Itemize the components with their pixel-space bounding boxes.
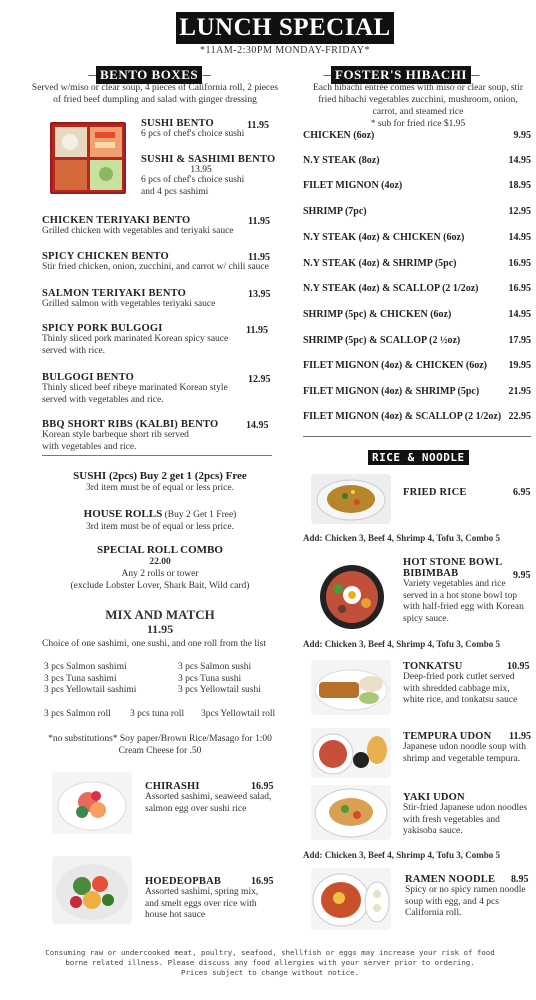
house-rolls-sub: (Buy 2 Get 1 Free) [164,510,237,520]
hibachi-item-name: FILET MIGNON (4oz) & SCALLOP (2 1/2oz) [303,411,502,422]
bento-item-desc: Korean style barbeque short rib served with vegetables and rice. [42,430,189,452]
footer-line: Consuming raw or undercooked meat, poultry, seafood, shellfish or eggs may increase your risk of food [45,948,495,957]
menu-title: LUNCH SPECIAL [176,12,394,44]
bento-item-price: 13.95 [248,289,271,300]
hibachi-divider [303,436,531,437]
tempura-udon-item [403,731,531,765]
mix-note2: Cream Cheese for .50 [118,746,202,756]
chirashi-photo [52,772,132,834]
hibachi-heading: --- FOSTER'S HIBACHI --- [323,67,479,82]
bento-item-price: 14.95 [246,420,269,431]
hibachi-item-4 [303,232,531,246]
hibachi-item-name: FILET MIGNON (4oz) [303,180,403,191]
bento-intro: Served w/miso or clear soup, 4 pieces of California roll, 2 pieces of fried beef dumpling and salad with ginger dressing [31,83,279,105]
hibachi-item-price: 16.95 [508,283,531,294]
bibimbab-name1: HOT STONE BOWL [403,557,503,568]
footer-disclaimer [40,948,500,978]
fried-rice-item [403,487,531,498]
sushi-bento-item [141,118,273,141]
house-rolls-title: HOUSE ROLLS [83,508,163,520]
mix-match-notes [40,733,280,757]
hibachi-item-name: SHRIMP (5pc) & CHICKEN (6oz) [303,309,452,320]
house-rolls [40,508,280,533]
hibachi-item-name: N.Y STEAK (4oz) & SHRIMP (5pc) [303,258,457,269]
bibimbab-item [403,557,531,625]
mix-option: 3 pcs Tuna sushi [178,673,242,684]
add-on-line: Add: Chicken 3, Beef 4, Shrimp 4, Tofu 3, Combo 5 [303,533,501,543]
hibachi-heading-label: FOSTER'S HIBACHI [331,66,471,84]
mix-match-right-list [178,662,288,697]
bento-item-5 [42,419,269,453]
tempura-udon-photo [311,728,391,778]
yaki-udon-desc: Stir-fried Japanese udon noodles with fresh vegetables and yakisoba sauce. [403,803,528,836]
hoedeopbab-desc: Assorted sashimi, spring mix, and smelt eggs over rice with house hot sauce [145,887,259,920]
bento-item-name: CHICKEN TERIYAKI BENTO [42,215,191,226]
hours-line: *11AM-2:30PM MONDAY-FRIDAY* [200,45,370,56]
tempura-udon-name: TEMPURA UDON [403,731,492,742]
hibachi-item-9 [303,360,531,374]
bento-item-price: 11.95 [246,325,268,336]
tonkatsu-name: TONKATSU [403,661,463,672]
bibimbab-desc: Variety vegetables and rice served in a hot stone bowl top with half-fried egg with Korean spicy sauce. [403,579,524,624]
hibachi-item-price: 14.95 [508,232,531,243]
bento-heading-label: BENTO BOXES [96,66,202,84]
mix-roll-option: 3 pcs tuna roll [130,709,185,719]
hibachi-item-price: 21.95 [508,386,531,397]
house-rolls-note: 3rd item must be of equal or less price. [85,522,234,532]
hibachi-item-7 [303,309,531,323]
yaki-udon-item [403,792,531,838]
bento-item-desc: Stir fried chicken, onion, zucchini, and carrot w/ chili sauce [42,262,269,272]
bento-item-name: SALMON TERIYAKI BENTO [42,288,187,299]
hibachi-item-5 [303,258,531,272]
hibachi-item-price: 19.95 [508,360,531,371]
mix-roll-option: 3 pcs Salmon roll [44,709,111,719]
sushi-deal [40,470,280,494]
hibachi-item-name: FILET MIGNON (4oz) & SHRIMP (5pc) [303,386,480,397]
hibachi-item-0 [303,130,531,144]
hibachi-item-price: 16.95 [508,258,531,269]
special-combo-line1: Any 2 rolls or tower [121,569,199,579]
hibachi-item-price: 18.95 [508,180,531,191]
hoedeopbab-name: HOEDEOPBAB [145,876,222,887]
hibachi-item-price: 12.95 [508,206,531,217]
hibachi-item-price: 17.95 [508,335,531,346]
mix-match-price: 11.95 [146,622,174,636]
bibimbab-photo [318,561,386,633]
bento-item-price: 11.95 [248,252,270,263]
hibachi-item-name: N.Y STEAK (4oz) & SCALLOP (2 1/2oz) [303,283,479,294]
bento-item-name: SPICY PORK BULGOGI [42,323,163,334]
bibimbab-name2: BIBIMBAB [403,568,459,579]
hibachi-item-name: SHRIMP (5pc) & SCALLOP (2 ½oz) [303,335,461,346]
mix-match-header [40,607,280,636]
bento-heading: --- BENTO BOXES --- [88,67,211,82]
mix-match-desc: Choice of one sashimi, one sushi, and one roll from the list [42,639,267,649]
sushi-bento-desc: 6 pcs of chef's choice sushi [141,129,245,139]
ramen-name: RAMEN NOODLE [405,874,496,885]
bento-item-price: 11.95 [248,216,270,227]
sushi-bento-price: 11.95 [247,120,269,131]
hibachi-item-price: 14.95 [508,155,531,166]
special-combo-price: 22.00 [149,557,171,567]
tonkatsu-item [403,661,531,707]
mix-option: 3 pcs Tuna sashimi [44,673,117,684]
bento-item-1 [42,251,272,274]
footer-line: borne related illness. Please discuss any food allergies with your server prior to ordering. [65,958,475,967]
bento-item-desc: Grilled chicken with vegetables and teriyaki sauce [42,226,234,236]
sashimi-bento-name: SUSHI & SASHIMI BENTO [141,154,276,165]
chirashi-name: CHIRASHI [145,781,200,792]
add-on-line: Add: Chicken 3, Beef 4, Shrimp 4, Tofu 3, Combo 5 [303,639,501,649]
bento-item-desc: Thinly sliced pork marinated Korean spicy sauce served with rice. [42,334,229,356]
hibachi-item-price: 9.95 [513,130,531,141]
hibachi-item-10 [303,386,531,400]
chirashi-desc: Assorted sashimi, seaweed salad, salmon egg over sushi rice [145,792,272,814]
bibimbab-price: 9.95 [513,570,531,581]
footer-line: Prices subject to change without notice. [181,968,359,977]
chirashi-item [145,781,273,815]
mix-option: 3 pcs Salmon sashimi [44,662,127,672]
fried-rice-name: FRIED RICE [403,487,467,498]
mix-match-title: MIX AND MATCH [105,607,215,622]
hibachi-item-name: SHRIMP (7pc) [303,206,367,217]
mix-match-left-list [44,662,174,697]
hibachi-item-8 [303,335,531,349]
yaki-udon-photo [311,785,391,840]
ramen-item [405,874,531,920]
tonkatsu-price: 10.95 [507,661,530,672]
bento-item-price: 12.95 [248,374,271,385]
rice-noodle-heading-label: RICE & NOODLE [368,450,469,465]
bento-item-name: SPICY CHICKEN BENTO [42,251,169,262]
mix-roll-option: 3pcs Yellowtail roll [201,709,276,719]
bento-item-0 [42,215,272,238]
bento-item-name: BULGOGI BENTO [42,372,134,383]
hibachi-intro: Each hibachi entrée comes with miso or clear soup, stir fried hibachi vegetables zucchini, mushroom, onion, carrot, and steamed rice [313,83,523,117]
bento-item-desc: Thinly sliced beef ribeye marinated Korean style served with vegetables and rice. [42,383,228,405]
sashimi-bento-price: 13.95 [190,165,212,175]
tonkatsu-desc: Deep-fried pork cutlet served with shredded cabbage mix, white rice, and tonkatsu sauce [403,672,518,705]
add-on-line: Add: Chicken 3, Beef 4, Shrimp 4, Tofu 3, Combo 5 [303,850,501,860]
bento-box-photo [50,122,126,194]
hibachi-item-6 [303,283,531,297]
mix-option: 3 pcs Salmon sushi [178,662,252,672]
mix-option: 3 pcs Yellowtail sushi [178,685,261,695]
bento-item-4 [42,372,271,406]
hoedeopbab-price: 16.95 [251,876,274,887]
hoedeopbab-photo [52,856,132,924]
special-combo-title: SPECIAL ROLL COMBO [97,544,223,556]
bento-divider [42,455,272,456]
sashimi-bento-desc: 6 pcs of chef's choice sushi and 4 pcs sashimi [141,175,245,197]
sushi-bento-name: SUSHI BENTO [141,118,214,129]
mix-note1: *no substitutions* Soy paper/Brown Rice/Masago for 1:00 [48,734,272,744]
hibachi-item-name: FILET MIGNON (4oz) & CHICKEN (6oz) [303,360,487,371]
hoedeopbab-item [145,876,273,922]
tonkatsu-photo [311,660,391,715]
hibachi-item-name: CHICKEN (6oz) [303,130,375,141]
special-combo-line2: (exclude Lobster Lover, Shark Bait, Wild card) [70,581,250,591]
special-roll-combo [40,544,280,592]
hibachi-item-name: N.Y STEAK (8oz) [303,155,380,166]
bento-item-3 [42,323,268,357]
chirashi-price: 16.95 [251,781,274,792]
rice-noodle-heading [368,450,469,465]
hibachi-item-11 [303,411,531,425]
hibachi-item-3 [303,206,531,220]
tempura-udon-desc: Japanese udon noodle soup with shrimp and vegetable tempura. [403,742,526,764]
ramen-desc: Spicy or no spicy ramen noodle soup with egg, and 4 pcs California roll. [405,885,526,918]
mix-option: 3 pcs Yellowtail sashimi [44,685,137,695]
tempura-udon-price: 11.95 [509,731,531,742]
sushi-deal-title: SUSHI (2pcs) Buy 2 get 1 (2pcs) Free [73,470,247,482]
fried-rice-photo [311,474,391,524]
bento-item-desc: Grilled salmon with vegetables teriyaki sauce [42,299,216,309]
hibachi-item-price: 14.95 [508,309,531,320]
ramen-price: 8.95 [511,874,529,885]
hibachi-item-name: N.Y STEAK (4oz) & CHICKEN (6oz) [303,232,465,243]
bento-item-2 [42,288,272,311]
sashimi-bento-item [141,154,276,198]
ramen-photo [311,868,391,930]
hibachi-item-price: 22.95 [508,411,531,422]
hibachi-sub-note: * sub for fried rice $1.95 [370,119,466,129]
hibachi-item-1 [303,155,531,169]
fried-rice-price: 6.95 [513,487,531,498]
bento-item-name: BBQ SHORT RIBS (KALBI) BENTO [42,419,219,430]
sushi-deal-note: 3rd item must be of equal or less price. [85,483,234,493]
hibachi-item-2 [303,180,531,194]
yaki-udon-name: YAKI UDON [403,792,465,803]
